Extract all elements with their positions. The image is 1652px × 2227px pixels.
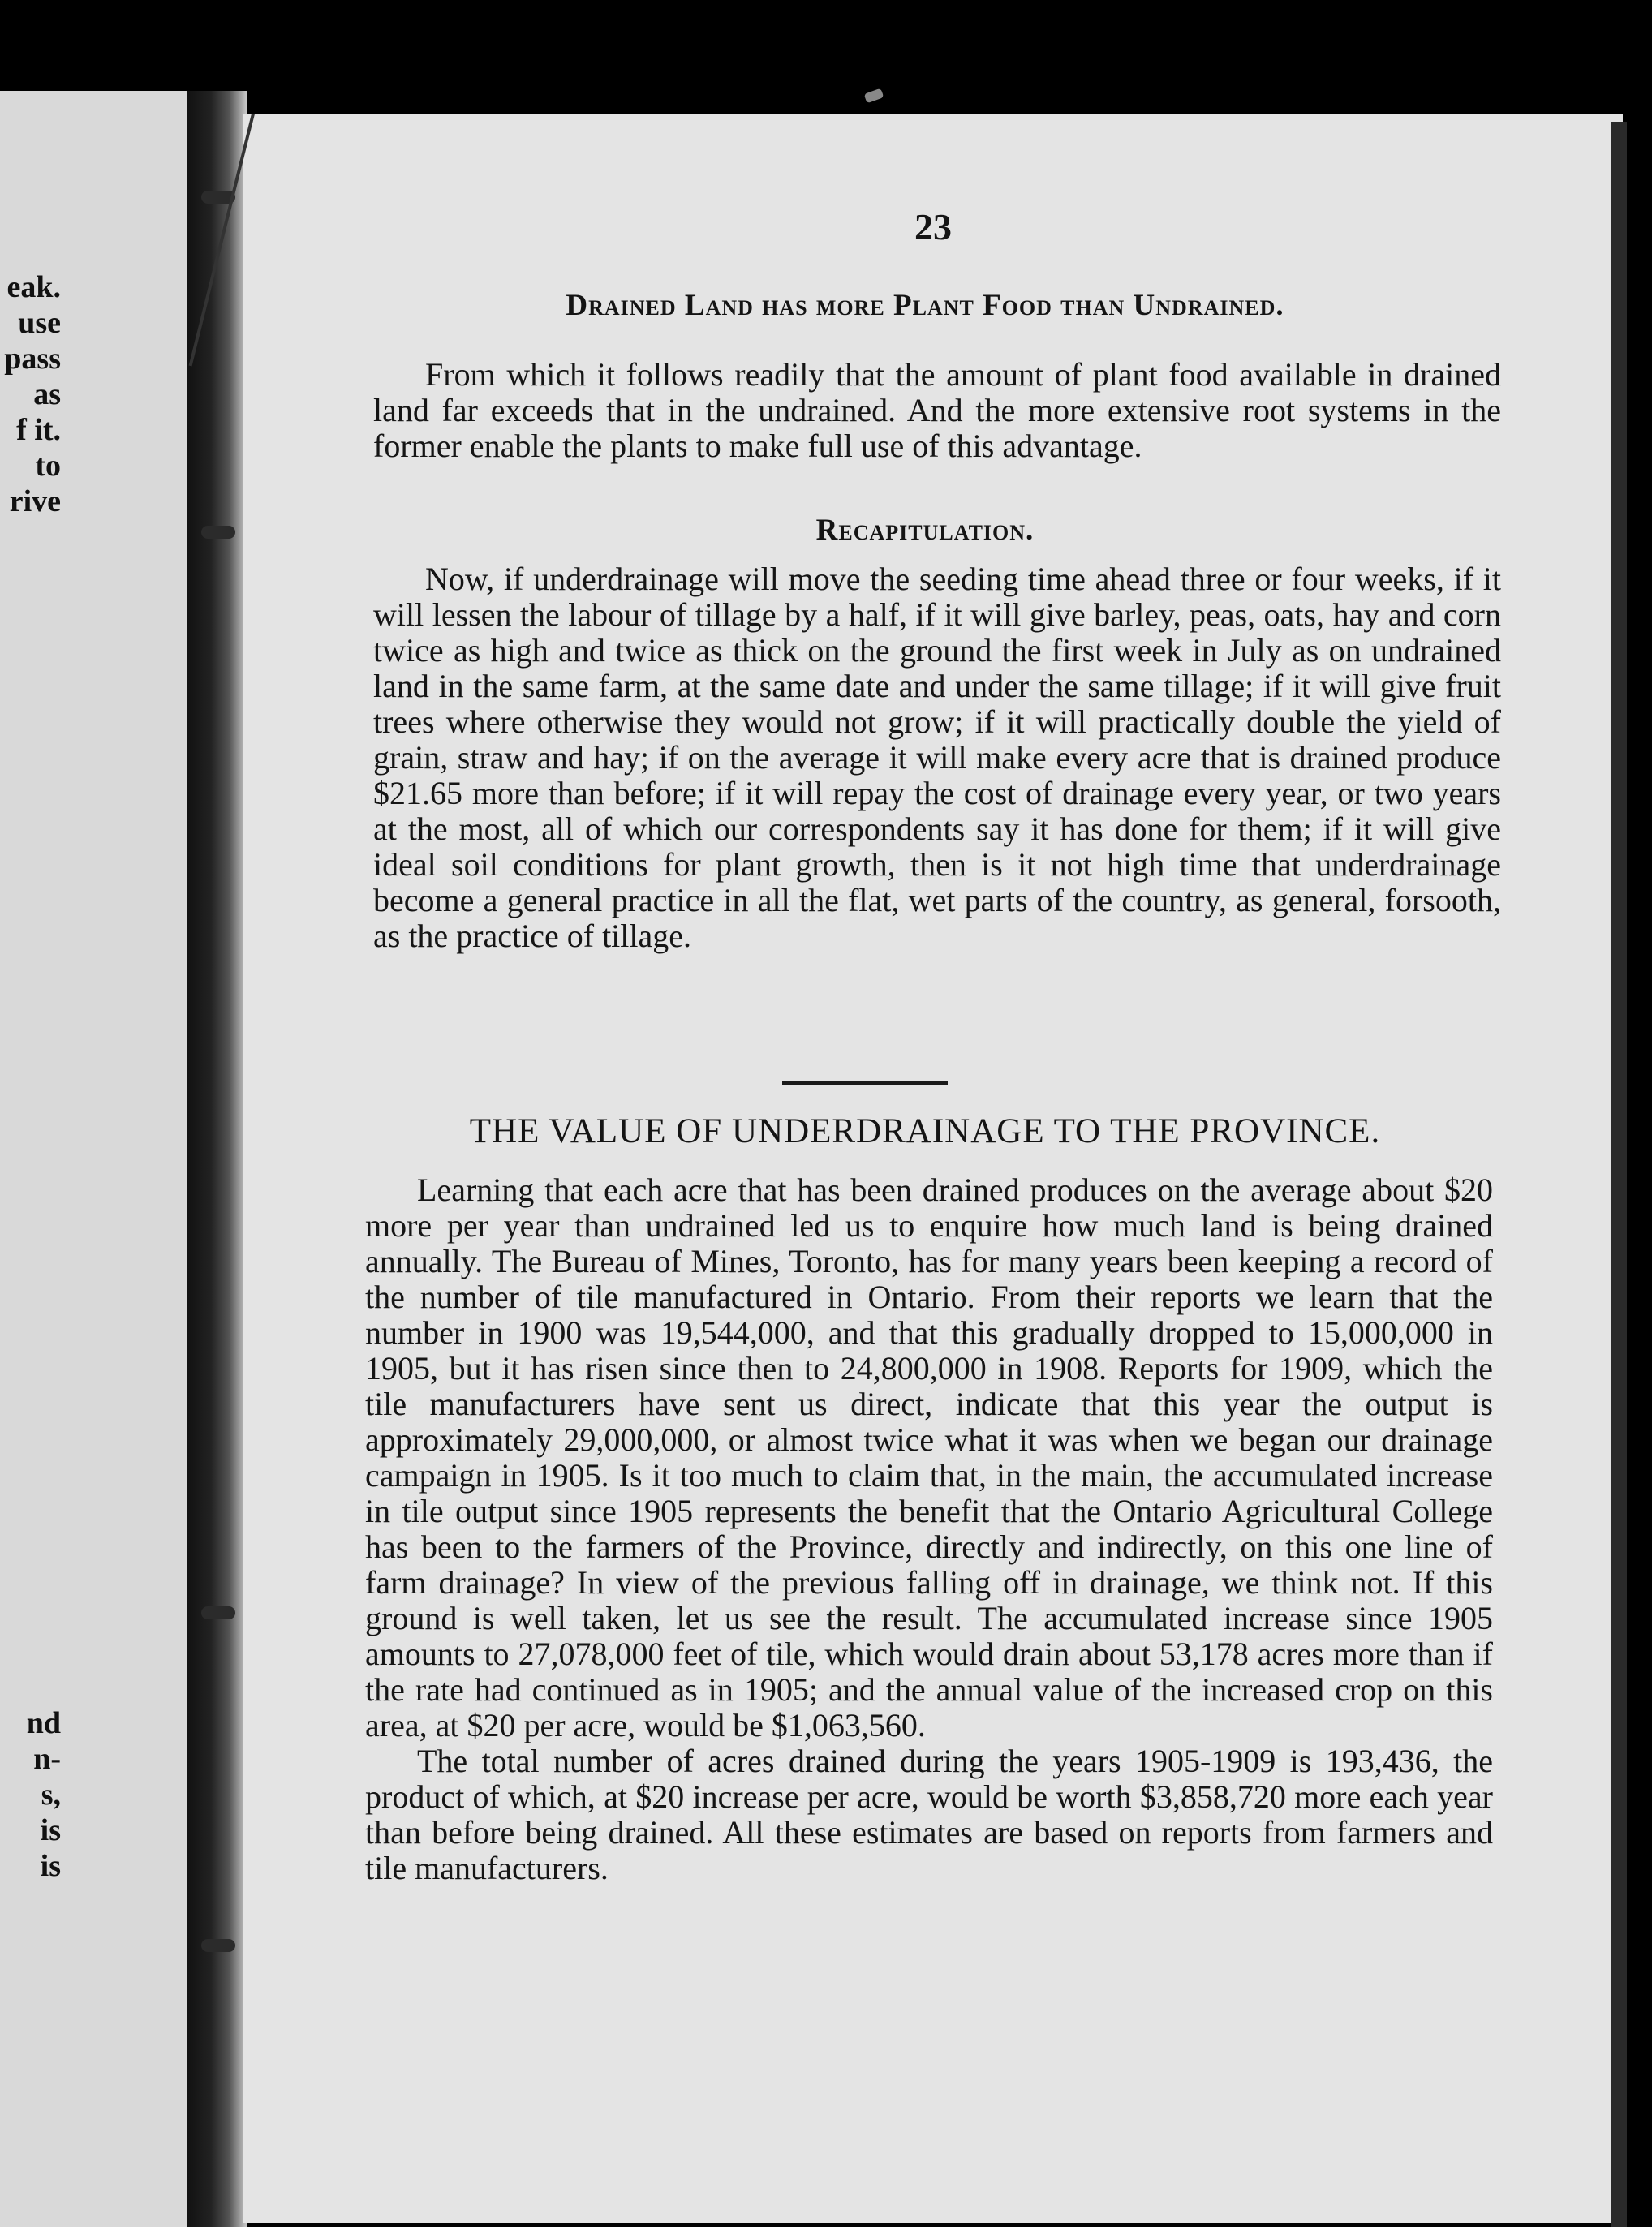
- paragraph-text: Learning that each acre that has been drained produces on the average about $20 more per year than undrained led us to enquire how much land is being drained annually. The Bureau of Mines, Toronto, has for many years been keeping a record of the number of tile manufactured in Ontario. From their reports we learn that the number in 1900 was 19,544,000, and that this gradually dropped to 15,000,000 in 1905, but it has risen since then to 24,800,000 in 1908. Reports for 1909, which the tile manufacturers have sent us direct, indicate that this year the output is approximately 29,000,000, or almost twice what it was when we began our drainage campaign in 1905. Is it too much to claim that, in the main, the accumulated increase in tile output since 1905 represents the benefit that the Ontario Agricultural College has been to the farmers of the Province, directly and indirectly, on this one line of farm drainage? In view of the previous falling off in drainage, we think not. If this ground is well taken, let us see the result. The accumulated increase since 1905 amounts to 27,078,000 feet of tile, which would drain about 53,178 acres more than if the rate had continued as in 1905; and the annual value of the increased crop on this area, at $20 per acre, would be $1,063,560.: [365, 1172, 1493, 1743]
- edge-text: use: [18, 306, 61, 340]
- section-heading-drained-land: Drained Land has more Plant Food than Undrained.: [566, 289, 1284, 322]
- edge-text: nd: [26, 1706, 61, 1740]
- page-23: [243, 114, 1623, 2223]
- binding-stitch: [201, 1606, 235, 1619]
- edge-text: pass: [4, 342, 61, 376]
- edge-text: s,: [41, 1778, 61, 1812]
- paragraph-text: From which it follows readily that the amount of plant food available in drained land far exceeds that in the undrained. And the more extensive root systems in the former enable the plants to make full use of this advantage.: [373, 356, 1501, 464]
- paragraph-recapitulation: [373, 561, 1501, 954]
- page-number: 23: [914, 206, 952, 247]
- paragraph-text: Now, if underdrainage will move the seeding time ahead three or four weeks, if it will lessen the labour of tillage by a half, if it will give barley, peas, oats, hay and corn twice as high and twice as thick on the ground the first week in July as on undrained land in the same farm, at the same date and under the same tillage; if it will give fruit trees where otherwise they would not grow; if it will practically double the yield of grain, straw and hay; if on the average it will make every acre that is drained produce $21.65 more than before; if it will repay the cost of drainage every year, or two years at the most, all of which our correspondents say it has done for them; if it will give ideal soil conditions for plant growth, then is it not high time that underdrainage become a general practice in all the flat, wet parts of the country, as general, forsooth, as the practice of tillage.: [373, 561, 1501, 954]
- edge-text: n-: [33, 1742, 61, 1776]
- paragraph-plant-food: [373, 357, 1501, 464]
- edge-text: eak.: [6, 270, 61, 304]
- edge-text: to: [35, 449, 61, 483]
- edge-text: f it.: [16, 413, 61, 447]
- paragraph-text: The total number of acres drained during the years 1905-1909 is 193,436, the product of which, at $20 increase per acre, would be worth $3,858,720 more each year than before being drained. All these estimates are based on reports from farmers and tile manufacturers.: [365, 1743, 1493, 1886]
- binding-stitch: [201, 526, 235, 539]
- edge-text: is: [40, 1849, 61, 1883]
- edge-text: is: [40, 1813, 61, 1847]
- section-heading-recapitulation: Recapitulation.: [815, 514, 1035, 547]
- section-divider: [782, 1081, 948, 1085]
- binding-stitch: [201, 1939, 235, 1952]
- edge-text: rive: [9, 484, 61, 518]
- section-heading-value-underdrainage: THE VALUE OF UNDERDRAINAGE TO THE PROVINCE.: [469, 1112, 1381, 1150]
- page-edge-shadow: [1611, 122, 1627, 2227]
- page-mark: [864, 88, 884, 104]
- book-spine: [187, 91, 247, 2227]
- paragraph-value: [365, 1172, 1493, 1886]
- edge-text: as: [33, 377, 61, 411]
